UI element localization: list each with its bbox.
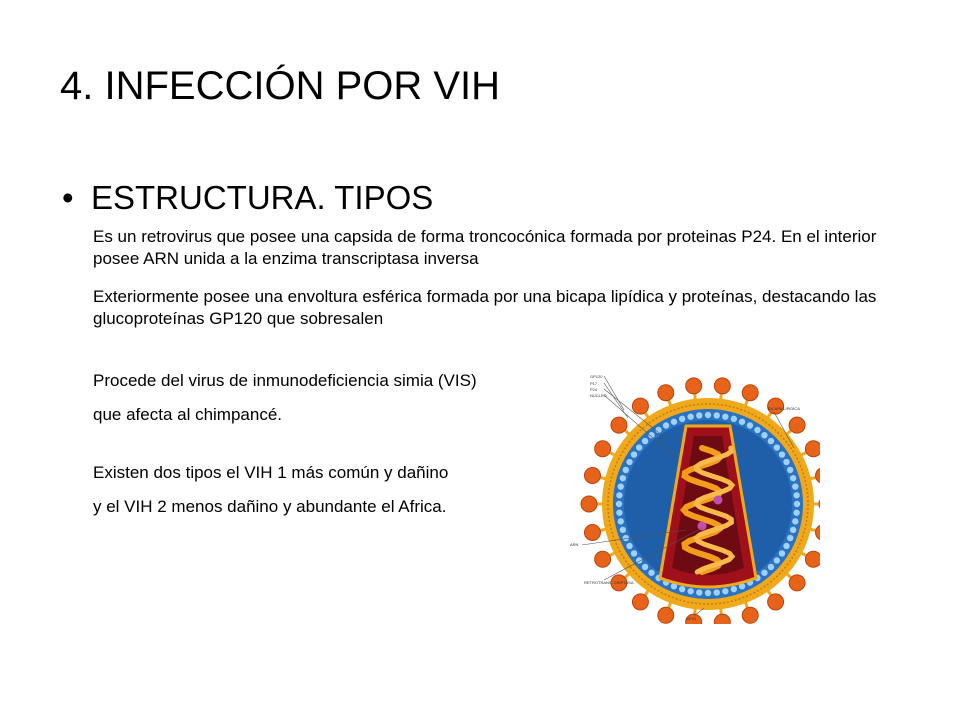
gp120-knob: [789, 575, 805, 591]
p17-protein: [626, 459, 632, 465]
p17-protein: [790, 475, 796, 481]
p17-protein: [648, 570, 654, 576]
gp120-knob: [805, 551, 820, 567]
p17-protein: [754, 427, 760, 433]
p17-protein: [787, 467, 793, 473]
p17-protein: [631, 550, 637, 556]
gp120-knob: [581, 496, 597, 512]
p17-protein: [714, 589, 720, 595]
p17-protein: [642, 564, 648, 570]
hiv-structure-diagram: [568, 370, 820, 624]
p17-protein: [696, 589, 702, 595]
p17-protein: [616, 492, 622, 498]
p17-protein: [794, 501, 800, 507]
p17-protein: [705, 590, 711, 596]
p17-protein: [739, 419, 745, 425]
paragraph-types: Existen dos tipos el VIH 1 más común y dañino: [93, 463, 449, 482]
gp120-knob: [805, 441, 820, 457]
paragraph-envelope: Exteriormente posee una envoltura esférica formada por una bicapa lipídica y proteínas, destacando las glucoproteínas GP120 que sobresalen: [93, 287, 877, 328]
paragraph-origin: Procede del virus de inmunodeficiencia simia (VIS): [93, 371, 477, 390]
p17-protein: [722, 588, 728, 594]
p17-protein: [705, 412, 711, 418]
label-gp120-leader: [604, 376, 624, 410]
gp120-knob: [714, 378, 730, 394]
p17-protein: [731, 586, 737, 592]
p17-protein: [671, 419, 677, 425]
p17-protein: [761, 570, 767, 576]
gp120-knob: [658, 607, 674, 623]
p17-protein: [787, 535, 793, 541]
p17-protein: [626, 543, 632, 549]
label-p24: P24: [590, 387, 598, 392]
p17-protein: [631, 451, 637, 457]
gp120-knob: [595, 551, 611, 567]
bullet-heading-text: ESTRUCTURA. TIPOS: [91, 179, 434, 216]
gp120-knob: [714, 614, 730, 624]
label-p17: P17: [590, 381, 598, 386]
label-nucleo: NUCLEO: [590, 393, 607, 398]
p17-protein: [663, 422, 669, 428]
gp120-knob: [816, 524, 820, 540]
p17-protein: [620, 527, 626, 533]
p17-protein: [648, 432, 654, 438]
gp120-knob: [632, 594, 648, 610]
paragraph-origin-cont: que afecta al chimpancé.: [93, 405, 283, 424]
p17-protein: [618, 518, 624, 524]
p17-protein: [792, 518, 798, 524]
gp120-knob: [584, 468, 600, 484]
p17-protein: [779, 550, 785, 556]
gp120-knob: [595, 441, 611, 457]
slide-title: 4. INFECCIÓN POR VIH: [60, 64, 501, 108]
p17-protein: [774, 444, 780, 450]
gp120-knob: [819, 496, 820, 512]
gp120-knob: [611, 417, 627, 433]
p17-protein: [623, 535, 629, 541]
bullet-marker: •: [62, 179, 74, 216]
p17-protein: [768, 564, 774, 570]
p17-protein: [783, 459, 789, 465]
p17-protein: [714, 412, 720, 418]
paragraph-structure: Es un retrovirus que posee una capsida de forma troncocónica formada por proteinas P24. En el interior posee ARN unida a la enzima transcriptasa inversa: [93, 227, 877, 268]
label-gp120: GP120: [590, 374, 603, 379]
label-retrotranscriptasa: RETROTRANS. CRIPTASA: [584, 580, 634, 585]
reverse-transcriptase: [698, 522, 707, 531]
p17-protein: [687, 588, 693, 594]
gp120-knob: [789, 417, 805, 433]
gp120-knob: [658, 385, 674, 401]
p17-protein: [623, 467, 629, 473]
p17-protein: [618, 483, 624, 489]
p17-protein: [616, 501, 622, 507]
p17-protein: [731, 416, 737, 422]
p17-protein: [679, 416, 685, 422]
p17-protein: [747, 422, 753, 428]
gp120-knob: [686, 378, 702, 394]
p17-protein: [642, 438, 648, 444]
p17-protein: [636, 444, 642, 450]
hiv-virion-illustration: [568, 370, 820, 624]
bullet-heading: [62, 180, 433, 216]
p17-protein: [783, 543, 789, 549]
p17-protein: [779, 451, 785, 457]
p17-protein: [616, 510, 622, 516]
gp120-knob: [742, 607, 758, 623]
label-bicapa: BICAPA LIPIDICA: [768, 406, 800, 411]
p17-protein: [793, 510, 799, 516]
p17-protein: [768, 438, 774, 444]
p17-protein: [722, 414, 728, 420]
p17-protein: [790, 527, 796, 533]
p17-protein: [687, 414, 693, 420]
gp120-knob: [768, 594, 784, 610]
gp120-knob: [584, 524, 600, 540]
p17-protein: [793, 492, 799, 498]
p17-protein: [761, 432, 767, 438]
gp120-knob: [742, 385, 758, 401]
p17-protein: [792, 483, 798, 489]
p17-protein: [696, 412, 702, 418]
p17-protein: [774, 557, 780, 563]
label-arn: ARN: [570, 542, 579, 547]
p17-protein: [679, 586, 685, 592]
gp120-knob: [632, 398, 648, 414]
gp120-knob: [816, 468, 820, 484]
p17-protein: [620, 475, 626, 481]
label-gp41: GP41: [686, 616, 697, 621]
reverse-transcriptase: [714, 496, 723, 505]
paragraph-types-cont: y el VIH 2 menos dañino y abundante el Africa.: [93, 497, 447, 516]
